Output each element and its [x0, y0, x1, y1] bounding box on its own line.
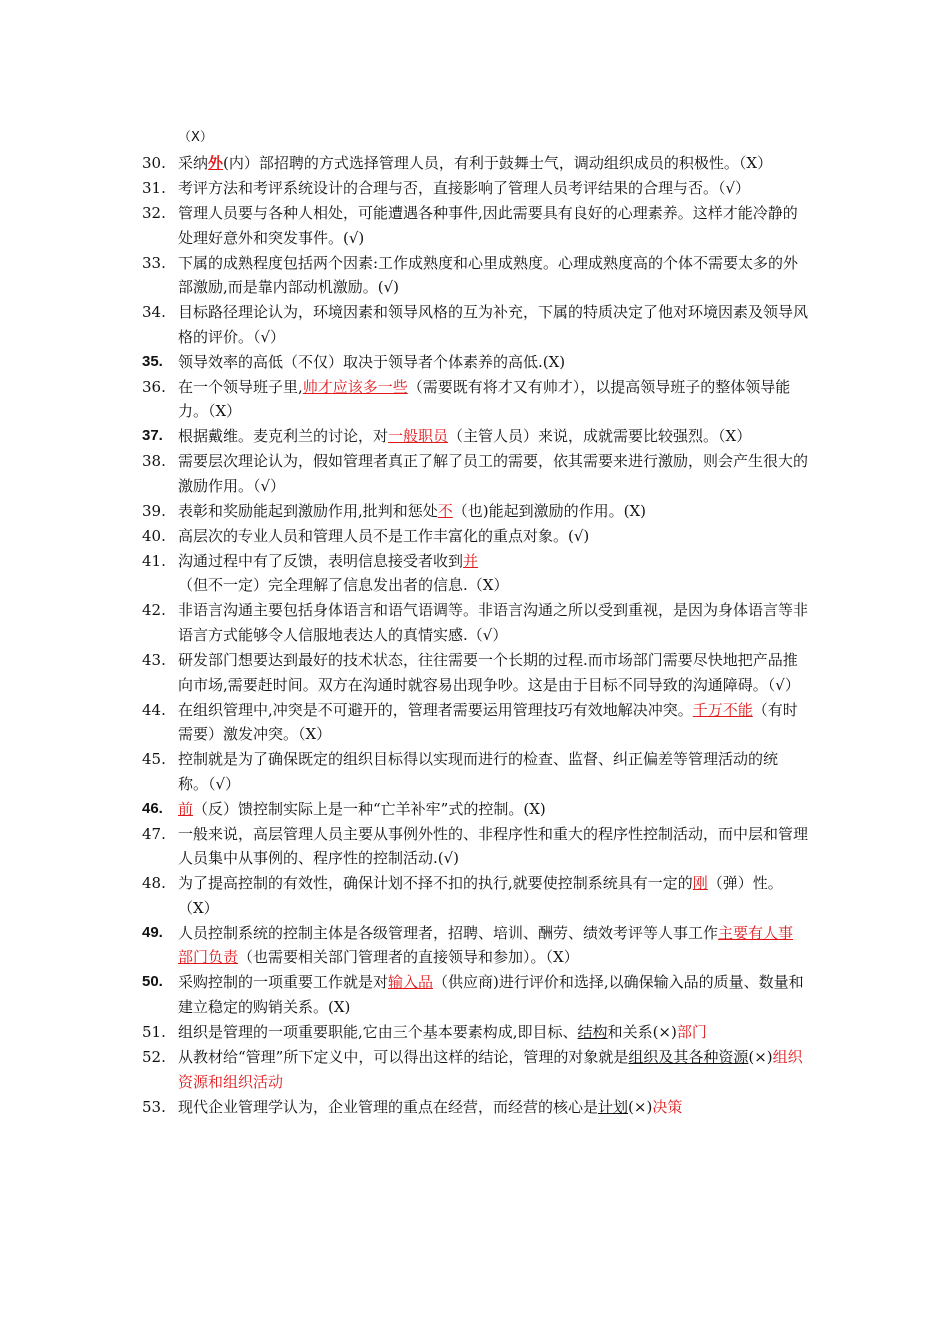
question-text [178, 871, 808, 920]
question-item [0, 970, 808, 1019]
question-number: 30. [142, 153, 166, 172]
text-segment: 从教材给“管理”所下定义中，可以得出这样的结论，管理的对象就是 [178, 1047, 629, 1066]
question-number: 45. [142, 750, 166, 769]
text-segment: （供应商)进行评价和选择,以确保输入品的质量、数量和建立稳定的购销关系。(X) [178, 973, 804, 1016]
question-item [0, 549, 808, 598]
question-text [178, 822, 808, 871]
question-item [0, 797, 808, 822]
question-text [178, 449, 808, 498]
question-text [178, 598, 808, 647]
question-number: 38. [142, 452, 166, 471]
text-segment: （但不一定）完全理解了信息发出者的信息.（X） [178, 576, 509, 595]
question-text [178, 424, 808, 449]
text-segment: 为了提高控制的有效性，确保计划不择不扣的执行,就要使控制系统具有一定的 [178, 874, 693, 893]
question-item [0, 151, 808, 176]
text-segment: 现代企业管理学认为，企业管理的重点在经营，而经营的核心是 [178, 1097, 599, 1116]
question-number: 31. [142, 178, 166, 197]
text-segment: （X） [178, 130, 213, 145]
question-item [0, 424, 808, 449]
question-text [178, 124, 808, 151]
question-item [0, 1045, 808, 1094]
text-segment: 需要层次理论认为，假如管理者真正了解了员工的需要，依其需要来进行激励，则会产生很大的激励作用。（√） [178, 452, 809, 495]
marked-correction: 刚 [692, 874, 708, 893]
question-number: 49. [142, 923, 163, 941]
marked-correction: 千万不能 [692, 700, 753, 719]
marked-correction: 外 [208, 153, 224, 172]
text-segment: （主管人员）来说，成就需要比较强烈。（X） [448, 427, 752, 446]
question-text [178, 648, 808, 697]
question-number: 46. [142, 799, 163, 817]
question-item [0, 822, 808, 871]
question-text [178, 251, 808, 300]
question-item [0, 598, 808, 647]
question-item [0, 524, 808, 549]
text-segment: 一般来说，高层管理人员主要从事例外性的、非程序性和重大的程序性控制活动，而中层和管理人员集中从事例的、程序性的控制活动.(√) [178, 824, 809, 868]
question-text [178, 747, 808, 796]
document-body [0, 124, 950, 1120]
question-text [178, 151, 808, 176]
marked-correction: 主要有人事部门负责 [178, 923, 794, 967]
question-number: 41. [142, 551, 166, 570]
question-item [0, 648, 808, 697]
text-segment: (×) [748, 1047, 773, 1066]
question-text [178, 499, 808, 524]
question-number: 39. [142, 501, 166, 520]
question-item [0, 1020, 808, 1045]
question-item [0, 124, 808, 151]
text-segment: （需要既有将才又有帅才），以提高领导班子的整体领导能力。（X） [178, 377, 791, 421]
question-number: 34. [142, 303, 166, 322]
question-item [0, 698, 808, 747]
question-item [0, 251, 808, 300]
marked-correction: 一般职员 [388, 427, 449, 446]
question-text [178, 1095, 808, 1120]
question-text [178, 176, 808, 201]
question-item [0, 375, 808, 424]
text-segment: 和关系(×) [607, 1022, 677, 1041]
underlined-term: 计划 [598, 1097, 629, 1116]
question-text [178, 1045, 808, 1094]
text-segment: 采购控制的一项重要工作就是对 [178, 973, 389, 992]
question-text [178, 921, 808, 970]
underlined-term: 结构 [577, 1022, 608, 1041]
marked-correction: 并 [463, 551, 479, 570]
text-segment: (内）部招聘的方式选择管理人员，有利于鼓舞士气，调动组织成员的积极性。（X） [223, 153, 773, 172]
question-item [0, 871, 808, 920]
question-item [0, 1095, 808, 1120]
text-segment: (×) [628, 1097, 653, 1116]
marked-correction: 不 [437, 501, 453, 520]
question-number: 52. [142, 1047, 166, 1066]
question-item [0, 499, 808, 524]
text-segment: 采纳 [178, 153, 209, 172]
underlined-term: 组织及其各种资源 [628, 1047, 749, 1066]
text-segment: （也)能起到激励的作用。(X) [452, 501, 647, 520]
question-item [0, 350, 808, 375]
correct-answer: 部门 [676, 1022, 707, 1041]
question-item [0, 300, 808, 349]
correct-answer: 组织资源和组织活动 [178, 1047, 803, 1091]
question-number: 51. [142, 1022, 166, 1041]
correct-answer: 决策 [652, 1097, 683, 1116]
marked-correction: 帅才应该多一些 [302, 377, 408, 396]
question-text [178, 300, 808, 349]
question-number: 50. [142, 973, 163, 991]
question-text [178, 698, 808, 747]
question-number: 33. [142, 253, 166, 272]
text-segment: 非语言沟通主要包括身体语言和语气语调等。非语言沟通之所以受到重视，是因为身体语言等非语言方式能够令人信服地表达人的真情实感.（√） [178, 601, 809, 644]
text-segment: （弹）性。（X） [178, 874, 783, 917]
text-segment: 在组织管理中,冲突是不可避开的，管理者需要运用管理技巧有效地解决冲突。 [178, 700, 693, 719]
text-segment: 研发部门想要达到最好的技术状态，往往需要一个长期的过程.而市场部门需要尽快地把产品推向市场,需要赶时间。双方在沟通时就容易出现争吵。这是由于目标不同导致的沟通障碍。（√） [178, 650, 800, 694]
question-item [0, 176, 808, 201]
marked-correction: 输入品 [388, 973, 434, 992]
question-item [0, 201, 808, 250]
question-number: 48. [142, 874, 166, 893]
question-number: 44. [142, 700, 166, 719]
text-segment: 管理人员要与各种人相处，可能遭遇各种事件,因此需要具有良好的心理素养。这样才能冷静的处理好意外和突发事件。(√) [178, 203, 798, 247]
question-number: 40. [142, 526, 166, 545]
text-segment: 人员控制系统的控制主体是各级管理者，招聘、培训、酬劳、绩效考评等人事工作 [178, 923, 719, 942]
question-number: 47. [142, 824, 166, 843]
question-text [178, 970, 808, 1019]
question-text [178, 375, 808, 424]
question-item [0, 449, 808, 498]
text-segment: 下属的成熟程度包括两个因素:工作成熟度和心里成熟度。心理成熟度高的个体不需要太多的外部激励,而是靠内部动机激励。(√) [178, 253, 799, 297]
question-text [178, 1020, 808, 1045]
text-segment: （有时需要）激发冲突。（X） [178, 700, 798, 744]
question-number: 43. [142, 650, 166, 669]
text-segment: （反）馈控制实际上是一种“亡羊补牢”式的控制。(X) [193, 799, 546, 818]
question-number: 37. [142, 427, 163, 445]
question-text [178, 201, 808, 250]
text-segment: 考评方法和考评系统设计的合理与否，直接影响了管理人员考评结果的合理与否。（√） [178, 178, 751, 197]
question-item [0, 921, 808, 970]
text-segment: 在一个领导班子里, [178, 377, 303, 396]
question-number: 53. [142, 1097, 166, 1116]
question-text [178, 350, 808, 375]
question-text [178, 524, 808, 549]
question-text [178, 797, 808, 822]
question-item [0, 747, 808, 796]
question-number: 32. [142, 203, 166, 222]
question-text [178, 549, 808, 598]
text-segment: 高层次的专业人员和管理人员不是工作丰富化的重点对象。(√) [178, 526, 590, 545]
text-segment: 领导效率的高低（不仅）取决于领导者个体素养的高低.(X) [178, 352, 566, 371]
question-number: 42. [142, 601, 166, 620]
text-segment: 目标路径理论认为，环境因素和领导风格的互为补充，下属的特质决定了他对环境因素及领导风格的评价。（√） [178, 303, 809, 346]
question-number: 35. [142, 352, 163, 370]
text-segment: 沟通过程中有了反馈，表明信息接受者收到 [178, 551, 464, 570]
text-segment: 根据戴维。麦克利兰的讨论，对 [178, 427, 389, 446]
text-segment: 组织是管理的一项重要职能,它由三个基本要素构成,即目标、 [178, 1022, 578, 1041]
text-segment: （也需要相关部门管理者的直接领导和参加）。（X） [238, 948, 579, 967]
text-segment: 控制就是为了确保既定的组织目标得以实现而进行的检查、监督、纠正偏差等管理活动的统称。（√） [178, 750, 779, 793]
marked-correction: 前 [178, 799, 194, 818]
text-segment: 表彰和奖励能起到激励作用,批判和惩处 [178, 501, 438, 520]
question-number: 36. [142, 377, 166, 396]
